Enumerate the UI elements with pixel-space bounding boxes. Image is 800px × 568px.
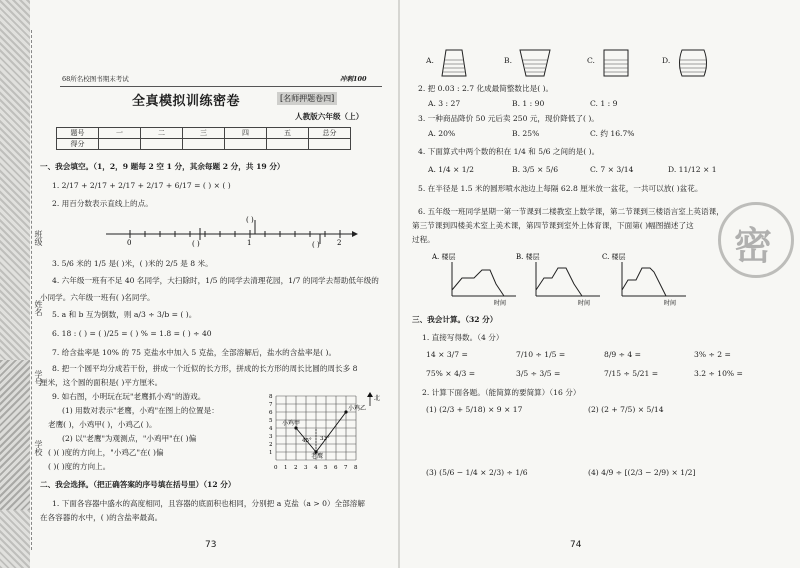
calc-1-heading: 1. 直接写得数。（4 分） [422,333,504,342]
choice-3: 3. 一种商品降价 50 元后卖 250 元，现价降低了( )。 [418,114,599,123]
calc-2-item: (4) 4/9 ÷ [(2/3 − 2/9) × 1/2] [588,468,696,477]
floor-graph-b [516,250,606,306]
svg-text:A. 楼层: A. 楼层 [432,253,456,261]
question-4a: 4. 六年级一班有不足 40 名同学，大扫除时，1/5 的同学去清理花园，1/7 的同学去帮助低年级的 [52,276,379,285]
binding-label-id: 学号 [34,370,43,386]
calc-item: 14 × 3/7 = [426,350,468,359]
svg-text:7: 7 [269,402,273,408]
calc-item: 3.2 ÷ 10% = [694,369,743,378]
calc-item: 8/9 ÷ 4 = [604,350,642,359]
calc-2-item: (1) (2/3 + 5/18) × 9 × 17 [426,405,523,414]
score-row [57,139,351,150]
svg-text:5: 5 [324,465,328,471]
binding-strip-lower [0,360,30,510]
svg-text:0: 0 [274,465,278,471]
question-9-2c: ( )( )度的方向上。 [48,462,111,471]
calc-item: 7/15 ÷ 5/21 = [604,369,659,378]
score-cell[interactable] [99,139,141,150]
svg-text:8: 8 [269,394,273,400]
question-6: 6. 18 : ( ) = ( )/25 = ( ) % = 1.8 = ( ) ÷ 40 [52,329,212,338]
section-3-heading: 三、我会计算。（32 分） [412,315,498,324]
container-a-icon [440,48,468,78]
container-b-icon [518,48,552,78]
svg-text:( ): ( ) [192,240,200,248]
grid-x-axis [274,465,358,471]
choice-4-b: B. 3/5 × 5/6 [512,165,559,174]
score-cell[interactable] [267,139,309,150]
cut-line [31,30,33,550]
option-label: B. [504,56,512,65]
question-1: 1. 2/17 + 2/17 + 2/17 + 2/17 + 6/17 = ( ) × ( ) [52,181,231,190]
svg-text:4: 4 [314,465,318,471]
page-number-right: 74 [570,540,582,550]
score-header: 四 [225,128,267,139]
choice-3-a: A. 20% [428,129,456,138]
container-c-icon [602,48,630,78]
page-right [412,0,782,568]
choice-6c: 过程。 [412,235,435,244]
choice-1b: 在各容器的水中，( )的含盐率最高。 [40,513,163,522]
calc-2-heading: 2. 计算下面各题。（能简算的要简算）（16 分） [422,388,581,397]
numline-label: 0 [127,239,132,247]
choice-4-d: D. 11/12 × 1 [668,165,717,174]
question-9: 9. 如右图，小明玩在玩"老鹰抓小鸡"的游戏。 [52,392,206,401]
choice-6b: 第三节课到四楼美术室上美术课，第四节课到室外上体育课，下面第( )幅图描述了这 [412,221,694,230]
svg-text:5: 5 [269,418,273,424]
option-label: D. [662,56,671,65]
svg-text:7: 7 [344,465,348,471]
series-label: 68所名校图书期末考试 [62,75,129,83]
choice-1a: 1. 下面各容器中盛水的高度相同，且容器的底面积也相同，分别把 a 克盐（a > 0）全部溶解 [52,499,365,508]
question-9-1: (1) 用数对表示"老鹰，小鸡"在图上的位置是： [62,406,219,415]
numline-label: 2 [337,239,342,247]
score-row-label: 得分 [57,139,99,150]
calc-item: 7/10 ÷ 1/5 = [516,350,566,359]
grid-chick-b: 小鸡乙 [348,405,367,412]
grid-figure [266,392,386,476]
question-3: 3. 5/6 米的 1/5 是( )米，( )米的 2/5 是 8 米。 [52,259,213,268]
grid-angle-1: 45° [302,438,312,444]
choice-4: 4. 下面算式中两个数的积在 1/4 和 5/6 之间的是( )。 [418,147,600,156]
svg-text:时间: 时间 [664,300,677,306]
binding-label-name: 姓名 [34,300,43,316]
score-header: 一 [99,128,141,139]
svg-text:1: 1 [284,465,288,471]
choice-3-c: C. 约 16.7% [590,129,635,138]
question-9-2b: ( )( )度的方向上，"小鸡乙"在( )偏 [48,448,164,457]
score-header: 题号 [57,128,99,139]
svg-text:C. 楼层: C. 楼层 [602,253,626,261]
svg-text:3: 3 [304,465,308,471]
choice-2-c: C. 1 : 9 [590,99,618,108]
grid-hawk: 老鹰 [311,453,324,460]
number-line [100,214,360,248]
page-title-sub: [名师押题卷四] [277,92,337,105]
choice-2-b: B. 1 : 90 [512,99,545,108]
svg-text:1: 1 [269,450,273,456]
question-8b: 厘米，这个圆的面积是( )平方厘米。 [40,378,163,387]
svg-text:3: 3 [269,434,273,440]
page-number-left: 73 [205,540,217,550]
floor-graph-c [602,250,692,306]
calc-item: 3% ÷ 2 = [694,350,731,359]
numline-label: 1 [247,239,252,247]
score-table [56,127,351,150]
choice-3-b: B. 25% [512,129,540,138]
choice-5: 5. 在半径是 1.5 米的圆形喷水池边上每隔 62.8 厘米放一盆花，一共可以放( )盆花。 [418,184,703,193]
score-cell[interactable] [309,139,351,150]
choice-4-c: C. 7 × 3/14 [590,165,634,174]
svg-text:时间: 时间 [494,300,507,306]
question-5: 5. a 和 b 互为倒数，则 a/3 ÷ 3/b = ( )。 [52,310,197,319]
choice-4-a: A. 1/4 × 1/2 [428,165,474,174]
question-8a: 8. 把一个圆平均分成若干份，拼成一个近似的长方形，拼成的长方形的周长比圆的周长多 8 [52,364,358,373]
svg-text:6: 6 [334,465,338,471]
choice-2: 2. 把 0.03 : 2.7 化成最简整数比是( )。 [418,84,554,93]
grid-chick-a: 小鸡甲 [282,420,301,427]
grid-angle-2: 33° [320,436,330,442]
choice-2-a: A. 3 : 27 [428,99,461,108]
question-9-1b: 老鹰( )，小鸡甲( )，小鸡乙( )。 [48,420,157,429]
option-label: A. [426,56,434,65]
svg-text:4: 4 [269,426,273,432]
section-1-heading: 一、我会填空。（1，2，9 题每 2 空 1 分，其余每题 2 分，共 19 分） [40,162,285,171]
section-2-heading: 二、我会选择。（把正确答案的序号填在括号里）（12 分） [40,480,236,489]
svg-text:2: 2 [269,442,273,448]
question-9-2a: (2) 以"老鹰"为观测点，"小鸡甲"在( )偏 [62,434,197,443]
question-2: 2. 用百分数表示直线上的点。 [52,199,153,208]
svg-text:6: 6 [269,410,273,416]
score-header-row [57,128,351,139]
page-title: 全真模拟训练密卷 [132,94,241,109]
container-d-icon [676,48,710,78]
svg-text:2: 2 [294,465,298,471]
score-cell[interactable] [141,139,183,150]
svg-text:( ): ( ) [312,241,320,248]
grid-north: 北 [374,395,381,402]
calc-2-item: (2) (2 + 7/5) × 5/14 [588,405,664,414]
binding-label-class: 班级 [34,230,43,246]
floor-graph-a [432,250,522,306]
score-header: 三 [183,128,225,139]
calc-item: 75% × 4/3 = [426,369,476,378]
score-cell[interactable] [183,139,225,150]
svg-text:B. 楼层: B. 楼层 [516,253,540,261]
svg-text:( ): ( ) [246,216,254,224]
score-header: 二 [141,128,183,139]
score-header: 总分 [309,128,351,139]
grade-label: 人教版六年级（上） [295,112,364,121]
calc-item: 3/5 ÷ 3/5 = [516,369,561,378]
option-label: C. [587,56,595,65]
score-cell[interactable] [225,139,267,150]
question-7: 7. 给含盐率是 10% 的 75 克盐水中加入 5 克盐，全部溶解后，盐水的含盐率是( )。 [52,348,337,357]
svg-text:8: 8 [354,465,358,471]
choice-6a: 6. 五年级一班同学星期一第一节课到二楼教室上数学课，第二节课到三楼语言室上英语课， [418,207,724,216]
question-4b: 小同学。六年级一班有( )名同学。 [40,293,155,302]
score-header: 五 [267,128,309,139]
binding-label-school: 学校 [34,440,43,456]
page-left [40,0,392,568]
tag-label: 冲刺100 [340,75,367,83]
calc-2-item: (3) (5/6 − 1/4 × 2/3) ÷ 1/6 [426,468,528,477]
stamp-icon: 密 [718,202,794,278]
page-fold [398,0,400,568]
grid-y-axis [269,394,273,456]
svg-text:时间: 时间 [578,300,591,306]
